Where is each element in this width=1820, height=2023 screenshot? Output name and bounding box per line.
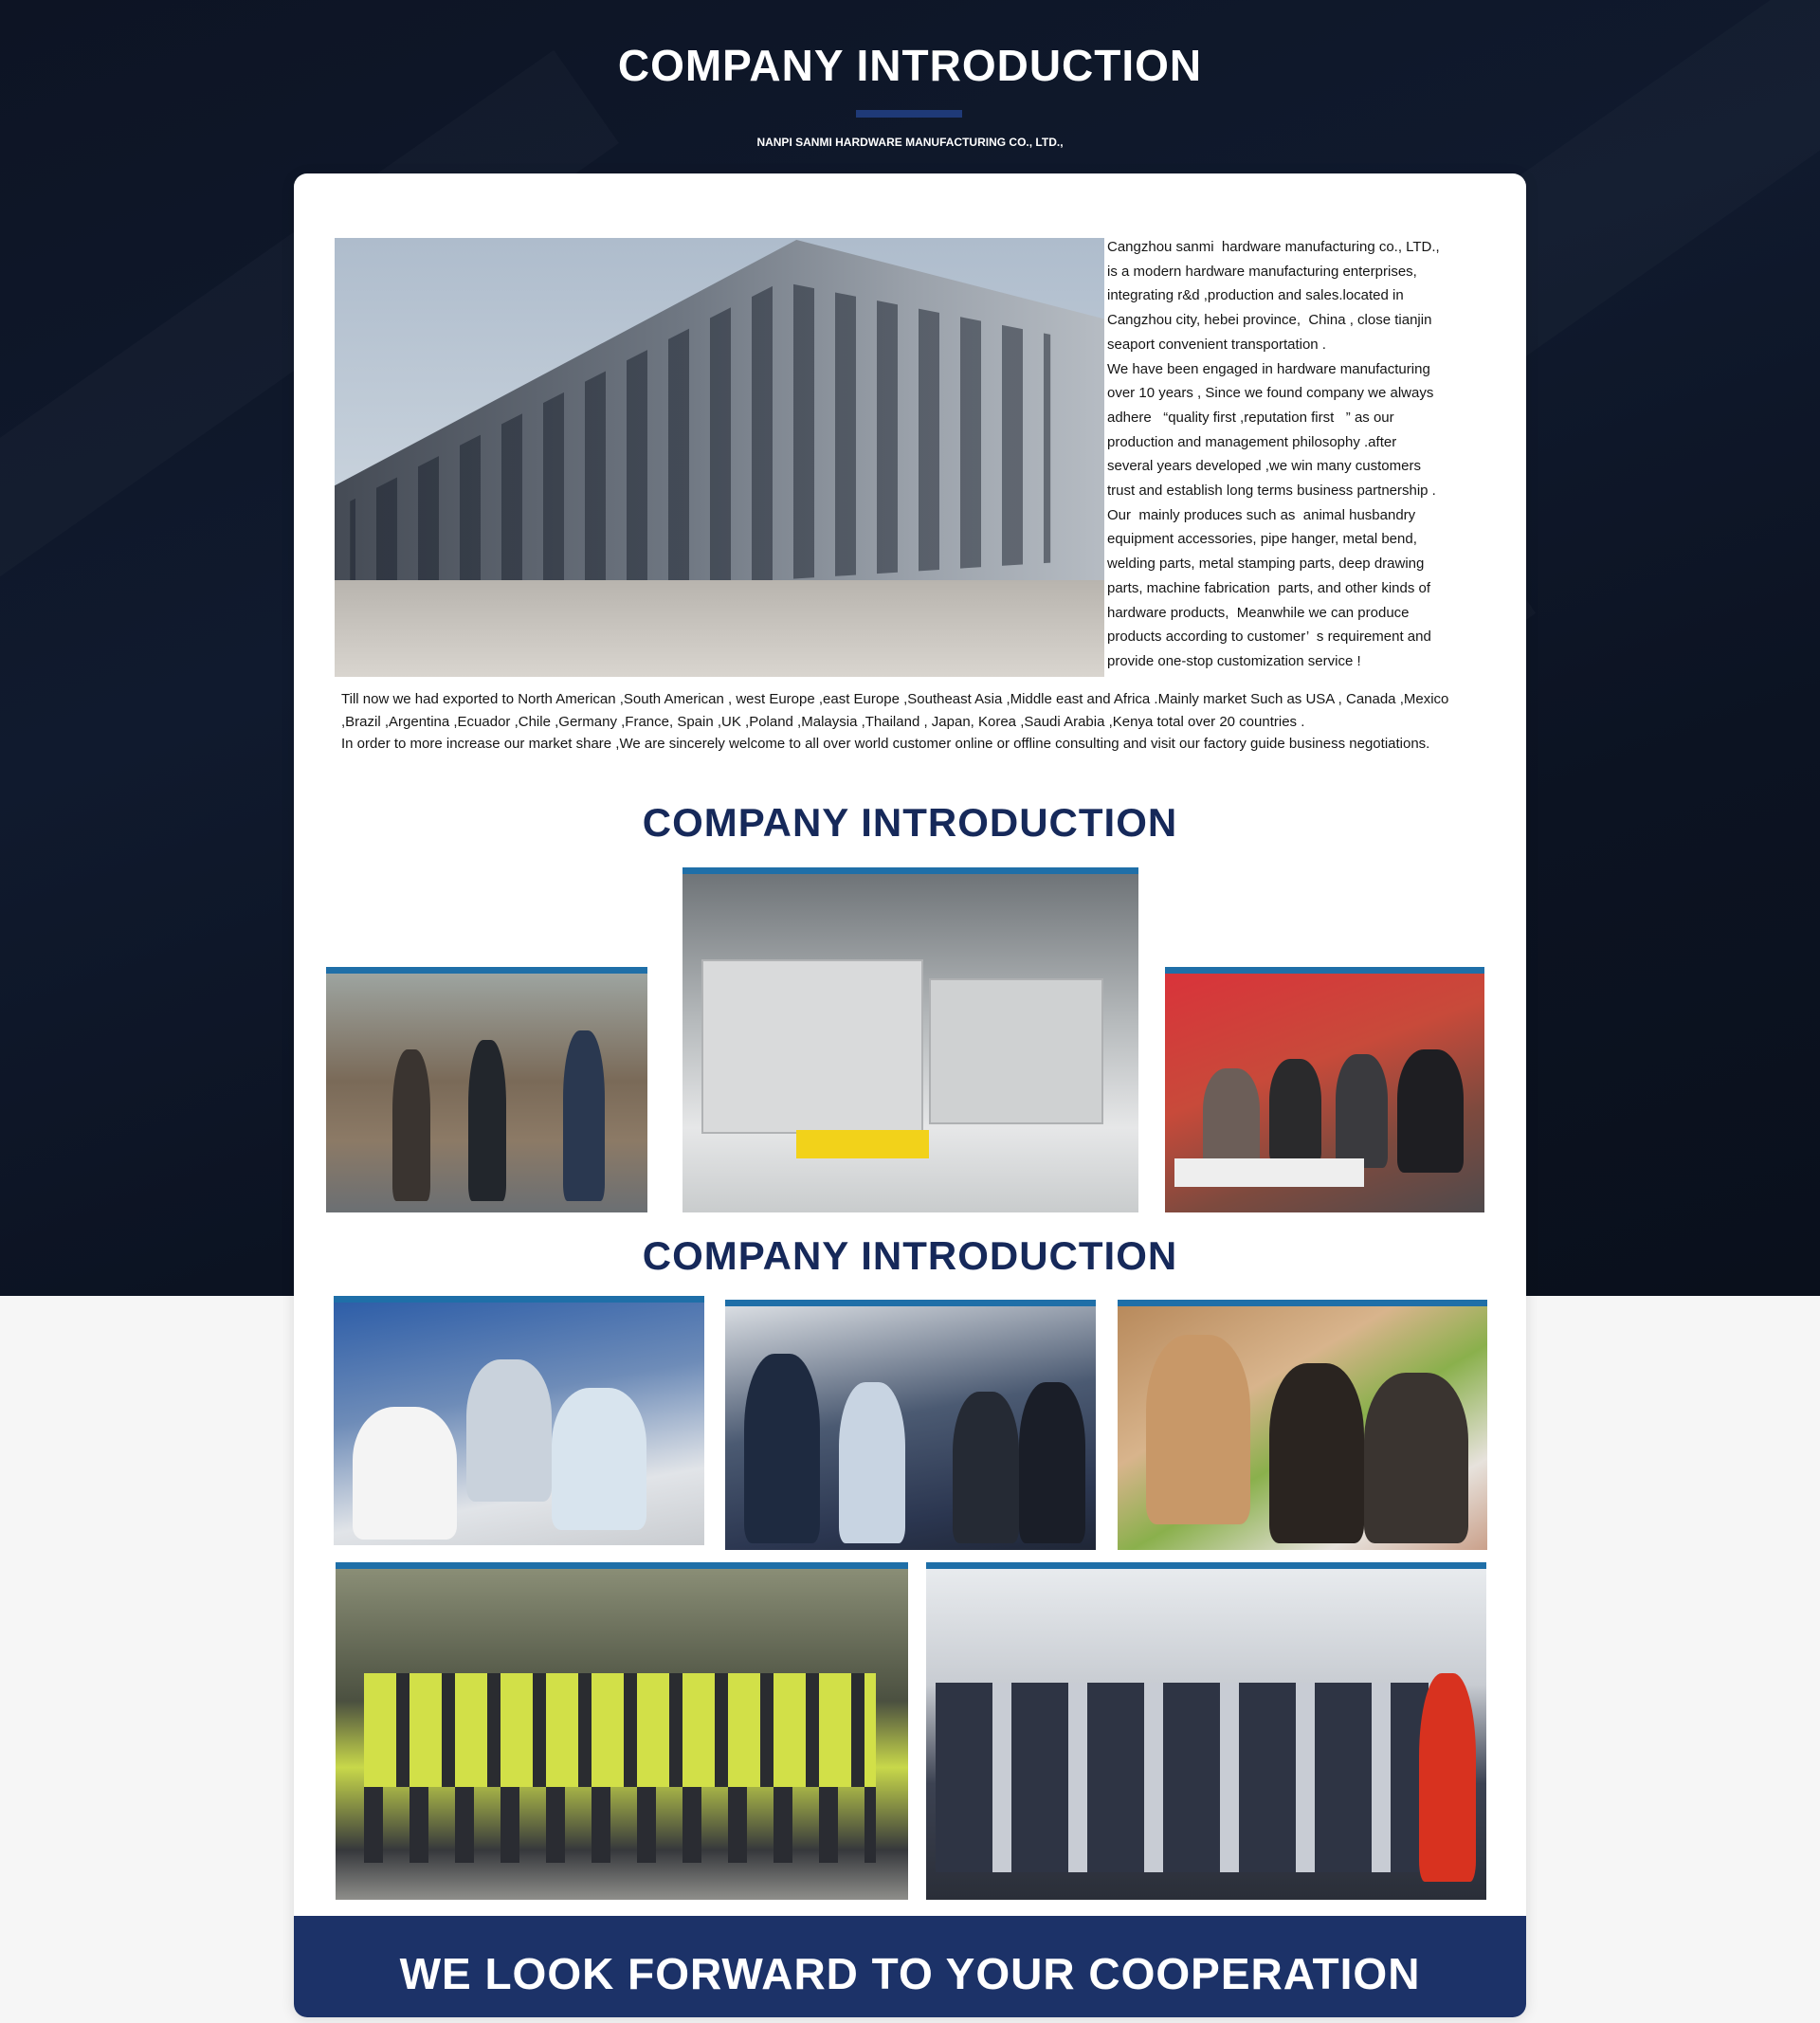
trade-fair-photo (1165, 967, 1484, 1212)
exhibition-booth-photo (725, 1300, 1096, 1550)
factory-visit-delegation-photo (926, 1562, 1486, 1900)
customer-meeting-photo (334, 1296, 704, 1545)
intro-paragraph-welcome: In order to more increase our market share ,We are sincerely welcome to all over world customer online or offline consulting and visit our factory guide business negotiations. (341, 736, 1430, 752)
section-title-2: COMPANY INTRODUCTION (642, 1233, 1178, 1278)
section-title-1: COMPANY INTRODUCTION (642, 800, 1178, 845)
intro-body-text (341, 688, 1488, 756)
factory-team-photo (336, 1562, 908, 1900)
workshop-machines-photo (682, 867, 1138, 1212)
title-underline (856, 110, 962, 118)
intro-side-text: Cangzhou sanmi hardware manufacturing co., LTD., is a modern hardware manufacturing enterprises, integrating r&d ,production and sales.located in Cangzhou city, hebei province, China , close tianjin seaport convenient transportation . We have been engaged in hardware manufacturing over 10 years , Since we found company we always adhere “quality first ,reputation first ” as our production and management philosophy .after several years developed ,we win many customers trust and establish long terms business partnership . Our mainly produces such as animal husbandry equipment accessories, pipe hanger, metal bend, welding parts, metal stamping parts, deep drawing parts, machine fabrication parts, and other kinds of hardware products, Meanwhile we can produce products according to customer’ s requirement and provide one-stop customization service ! (1107, 239, 1440, 669)
cooperation-banner-text: WE LOOK FORWARD TO YOUR COOPERATION (399, 1949, 1421, 1998)
company-subtitle: NANPI SANMI HARDWARE MANUFACTURING CO., LTD., (756, 136, 1064, 149)
customer-selfie-photo (1118, 1300, 1487, 1550)
factory-building-photo (335, 238, 1104, 677)
intro-paragraph-markets: Till now we had exported to North American ,South American , west Europe ,east Europe ,Southeast Asia ,Middle east and Africa .Mainly market Such as USA , Canada ,Mexico ,Brazil ,Argentina ,Ecuador ,Chile ,Germany ,France, Spain ,UK ,Poland ,Malaysia ,Thailand , Japan, Korea ,Saudi Arabia ,Kenya total over 20 countries . (341, 691, 1449, 730)
page-title: COMPANY INTRODUCTION (617, 41, 1203, 90)
warehouse-visit-photo (326, 967, 647, 1212)
